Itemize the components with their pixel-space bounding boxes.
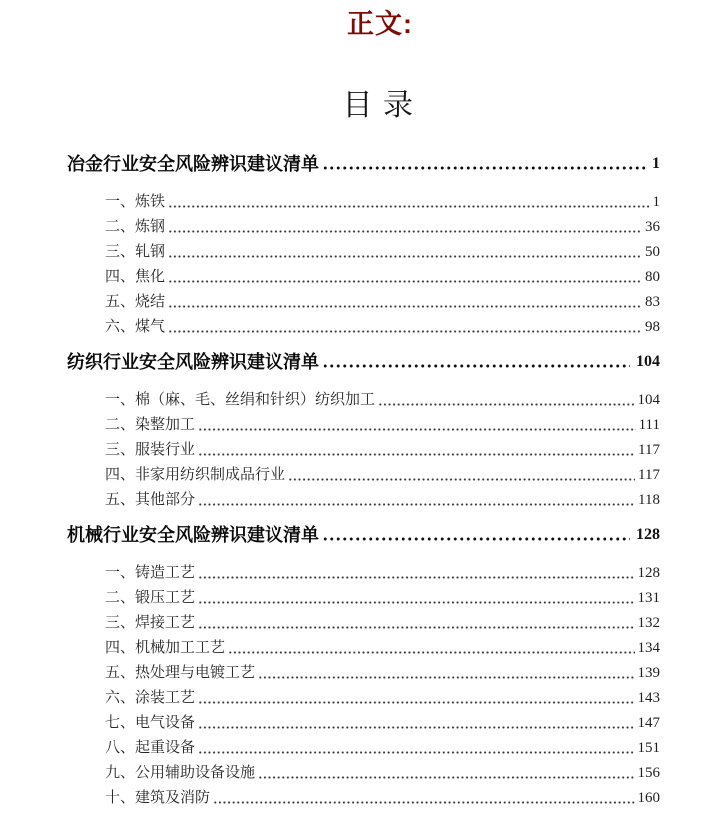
toc-entry-title: 四、机械加工工艺 bbox=[105, 640, 226, 656]
toc-item[interactable] bbox=[67, 315, 660, 340]
dot-leader bbox=[198, 488, 635, 513]
dot-leader bbox=[198, 438, 635, 463]
dot-leader bbox=[322, 523, 630, 547]
toc-entry-title: 二、锻压工艺 bbox=[105, 590, 196, 606]
toc-entry-title: 纺织行业安全风险辨识建议清单 bbox=[67, 352, 319, 372]
toc-entry-title: 一、棉（麻、毛、丝绢和针织）纺织加工 bbox=[105, 392, 376, 408]
toc-entry-title: 二、染整加工 bbox=[105, 417, 196, 433]
page-number: 104 bbox=[637, 392, 660, 408]
body-text-label: 正文: bbox=[347, 9, 413, 39]
page-number: 50 bbox=[645, 244, 660, 260]
page-number: 143 bbox=[637, 690, 660, 706]
toc-section-header[interactable] bbox=[67, 350, 660, 374]
toc-item[interactable] bbox=[67, 438, 660, 463]
page-number: 111 bbox=[638, 417, 660, 433]
dot-leader bbox=[198, 686, 634, 711]
toc-item[interactable] bbox=[67, 686, 660, 711]
toc-item[interactable] bbox=[67, 611, 660, 636]
table-of-contents bbox=[0, 152, 722, 811]
toc-item[interactable] bbox=[67, 736, 660, 761]
dot-leader bbox=[258, 761, 634, 786]
toc-section-metallurgy bbox=[67, 152, 660, 340]
dot-leader bbox=[322, 152, 646, 176]
dot-leader bbox=[168, 290, 642, 315]
toc-item[interactable] bbox=[67, 661, 660, 686]
page-number: 156 bbox=[637, 765, 660, 781]
page-number: 128 bbox=[637, 565, 660, 581]
toc-item[interactable] bbox=[67, 463, 660, 488]
toc-entry-title: 六、涂装工艺 bbox=[105, 690, 196, 706]
toc-entry-title: 九、公用辅助设备设施 bbox=[105, 765, 256, 781]
toc-entry-title: 十、建筑及消防 bbox=[105, 790, 211, 806]
page-number: 128 bbox=[636, 526, 660, 543]
page-number: 118 bbox=[638, 492, 660, 508]
toc-item[interactable] bbox=[67, 561, 660, 586]
toc-entry-title: 机械行业安全风险辨识建议清单 bbox=[67, 525, 319, 545]
toc-section-textile bbox=[67, 350, 660, 513]
toc-entry-title: 四、非家用纺织制成品行业 bbox=[105, 467, 286, 483]
toc-entry-title: 六、煤气 bbox=[105, 319, 166, 335]
dot-leader bbox=[322, 350, 630, 374]
dot-leader bbox=[198, 736, 634, 761]
page-number: 117 bbox=[638, 442, 660, 458]
page-number: 132 bbox=[637, 615, 660, 631]
toc-entry-title: 五、其他部分 bbox=[105, 492, 196, 508]
dot-leader bbox=[198, 413, 636, 438]
dot-leader bbox=[168, 240, 642, 265]
toc-section-machinery bbox=[67, 523, 660, 811]
toc-entry-title: 一、铸造工艺 bbox=[105, 565, 196, 581]
toc-title: 目录 bbox=[342, 89, 424, 122]
toc-entry-title: 三、轧钢 bbox=[105, 244, 166, 260]
dot-leader bbox=[228, 636, 634, 661]
dot-leader bbox=[198, 561, 634, 586]
page-number: 131 bbox=[637, 590, 660, 606]
dot-leader bbox=[168, 215, 642, 240]
toc-entry-title: 四、焦化 bbox=[105, 269, 166, 285]
dot-leader bbox=[213, 786, 634, 811]
page-number: 1 bbox=[652, 194, 660, 210]
dot-leader bbox=[198, 586, 634, 611]
dot-leader bbox=[168, 190, 649, 215]
toc-entry-title: 七、电气设备 bbox=[105, 715, 196, 731]
page-number: 104 bbox=[636, 353, 660, 370]
toc-item[interactable] bbox=[67, 413, 660, 438]
toc-entry-title: 二、炼钢 bbox=[105, 219, 166, 235]
page-number: 36 bbox=[645, 219, 660, 235]
body-label-wrap bbox=[0, 0, 722, 40]
toc-entry-title: 三、服装行业 bbox=[105, 442, 196, 458]
toc-item[interactable] bbox=[67, 488, 660, 513]
page-number: 1 bbox=[652, 155, 660, 172]
toc-entry-title: 五、烧结 bbox=[105, 294, 166, 310]
dot-leader bbox=[168, 315, 642, 340]
toc-title-wrap bbox=[0, 88, 722, 124]
page-number: 151 bbox=[637, 740, 660, 756]
dot-leader bbox=[288, 463, 635, 488]
page-number: 80 bbox=[645, 269, 660, 285]
dot-leader bbox=[198, 611, 634, 636]
toc-section-header[interactable] bbox=[67, 152, 660, 176]
dot-leader bbox=[258, 661, 634, 686]
toc-item[interactable] bbox=[67, 265, 660, 290]
toc-entry-title: 五、热处理与电镀工艺 bbox=[105, 665, 256, 681]
page-number: 134 bbox=[637, 640, 660, 656]
toc-item[interactable] bbox=[67, 786, 660, 811]
toc-entry-title: 冶金行业安全风险辨识建议清单 bbox=[67, 154, 319, 174]
toc-section-header[interactable] bbox=[67, 523, 660, 547]
page-number: 139 bbox=[637, 665, 660, 681]
toc-item[interactable] bbox=[67, 240, 660, 265]
toc-item[interactable] bbox=[67, 215, 660, 240]
toc-item[interactable] bbox=[67, 711, 660, 736]
page-number: 160 bbox=[637, 790, 660, 806]
toc-item[interactable] bbox=[67, 586, 660, 611]
page-number: 147 bbox=[637, 715, 660, 731]
dot-leader bbox=[168, 265, 642, 290]
toc-entry-title: 八、起重设备 bbox=[105, 740, 196, 756]
toc-entry-title: 一、炼铁 bbox=[105, 194, 166, 210]
toc-entry-title: 三、焊接工艺 bbox=[105, 615, 196, 631]
toc-item[interactable] bbox=[67, 636, 660, 661]
toc-item[interactable] bbox=[67, 388, 660, 413]
page-number: 117 bbox=[638, 467, 660, 483]
dot-leader bbox=[378, 388, 634, 413]
page-number: 83 bbox=[645, 294, 660, 310]
toc-item[interactable] bbox=[67, 290, 660, 315]
dot-leader bbox=[198, 711, 634, 736]
toc-item[interactable] bbox=[67, 190, 660, 215]
page-number: 98 bbox=[645, 319, 660, 335]
toc-item[interactable] bbox=[67, 761, 660, 786]
